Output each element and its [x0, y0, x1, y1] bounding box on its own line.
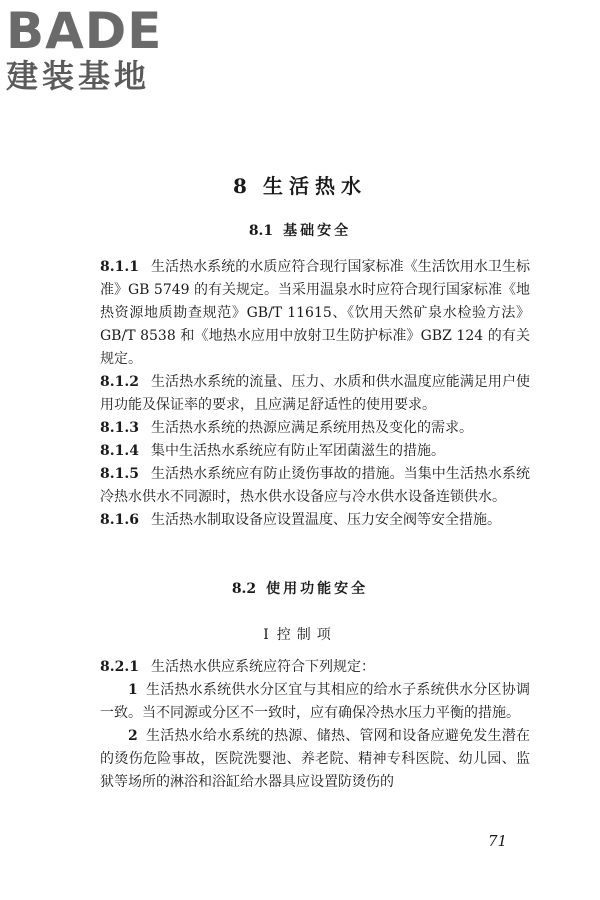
item-number: 2: [128, 728, 138, 744]
subsection-title: 控制项: [276, 627, 337, 643]
section-title: 基础安全: [283, 223, 352, 239]
page-number: 71: [488, 832, 508, 850]
section-number: 8.1: [248, 223, 274, 239]
section-heading-8-2: [0, 578, 600, 598]
clause-8-1-3: [100, 417, 530, 440]
clause-text: 生活热水系统应有防止烫伤事故的措施。当集中生活热水系统冷热水供水不同源时，热水供水设备应与冷水供水设备连锁供水。: [100, 466, 530, 505]
clause-number: 8.2.1: [100, 659, 139, 675]
clause-8-1-1: [100, 256, 530, 371]
clause-number: 8.1.3: [100, 420, 139, 436]
clause-text: 生活热水系统的水质应符合现行国家标准《生活饮用水卫生标准》GB 5749 的有关规定。当采用温泉水时应符合现行国家标准《地热资源地质勘查规范》GB/T 11615、《饮用天然矿泉水检验方法》GB/T 8538 和《地热水应用中放射卫生防护标准》GBZ 124 的有关规定。: [100, 259, 530, 367]
section-8-2-body: [100, 656, 530, 794]
clause-number: 8.1.6: [100, 512, 139, 528]
logo: [6, 2, 163, 95]
section-number: 8.2: [231, 581, 257, 597]
list-item-1: [100, 679, 530, 725]
clause-text: 生活热水系统的热源应满足系统用热及变化的需求。: [150, 420, 473, 436]
item-text: 生活热水系统供水分区宜与其相应的给水子系统供水分区协调一致。当不同源或分区不一致时，应有确保冷热水压力平衡的措施。: [100, 682, 530, 721]
section-title: 使用功能安全: [266, 581, 369, 597]
clause-8-1-2: [100, 371, 530, 417]
logo-brand: BADE: [6, 2, 163, 60]
clause-number: 8.1.5: [100, 466, 139, 482]
clause-text: 集中生活热水系统应有防止军团菌滋生的措施。: [150, 443, 445, 459]
chapter-number: 8: [233, 174, 253, 198]
subsection-number: Ⅰ: [263, 627, 269, 643]
chapter-title: 生活热水: [262, 174, 367, 198]
chapter-heading: [0, 170, 600, 199]
clause-text: 生活热水系统的流量、压力、水质和供水温度应能满足用户使用功能及保证率的要求，且应满足舒适性的使用要求。: [100, 374, 530, 413]
clause-8-1-6: [100, 509, 530, 532]
clause-8-1-4: [100, 440, 530, 463]
subsection-heading: [0, 624, 600, 644]
clause-8-2-1: [100, 656, 530, 679]
item-number: 1: [128, 682, 138, 698]
clause-number: 8.1.4: [100, 443, 139, 459]
section-8-1-body: [100, 256, 530, 532]
item-text: 生活热水给水系统的热源、储热、管网和设备应避免发生潜在的烫伤危险事故，医院洗婴池、养老院、精神专科医院、幼儿园、监狱等场所的淋浴和浴缸给水器具应设置防烫伤的: [100, 728, 530, 790]
clause-number: 8.1.2: [100, 374, 139, 390]
section-heading-8-1: [0, 220, 600, 240]
list-item-2: [100, 725, 530, 794]
clause-number: 8.1.1: [100, 259, 139, 275]
clause-text: 生活热水制取设备应设置温度、压力安全阀等安全措施。: [150, 512, 501, 528]
logo-subtitle: 建装基地: [6, 57, 151, 95]
clause-text: 生活热水供应系统应符合下列规定：: [150, 659, 375, 675]
clause-8-1-5: [100, 463, 530, 509]
